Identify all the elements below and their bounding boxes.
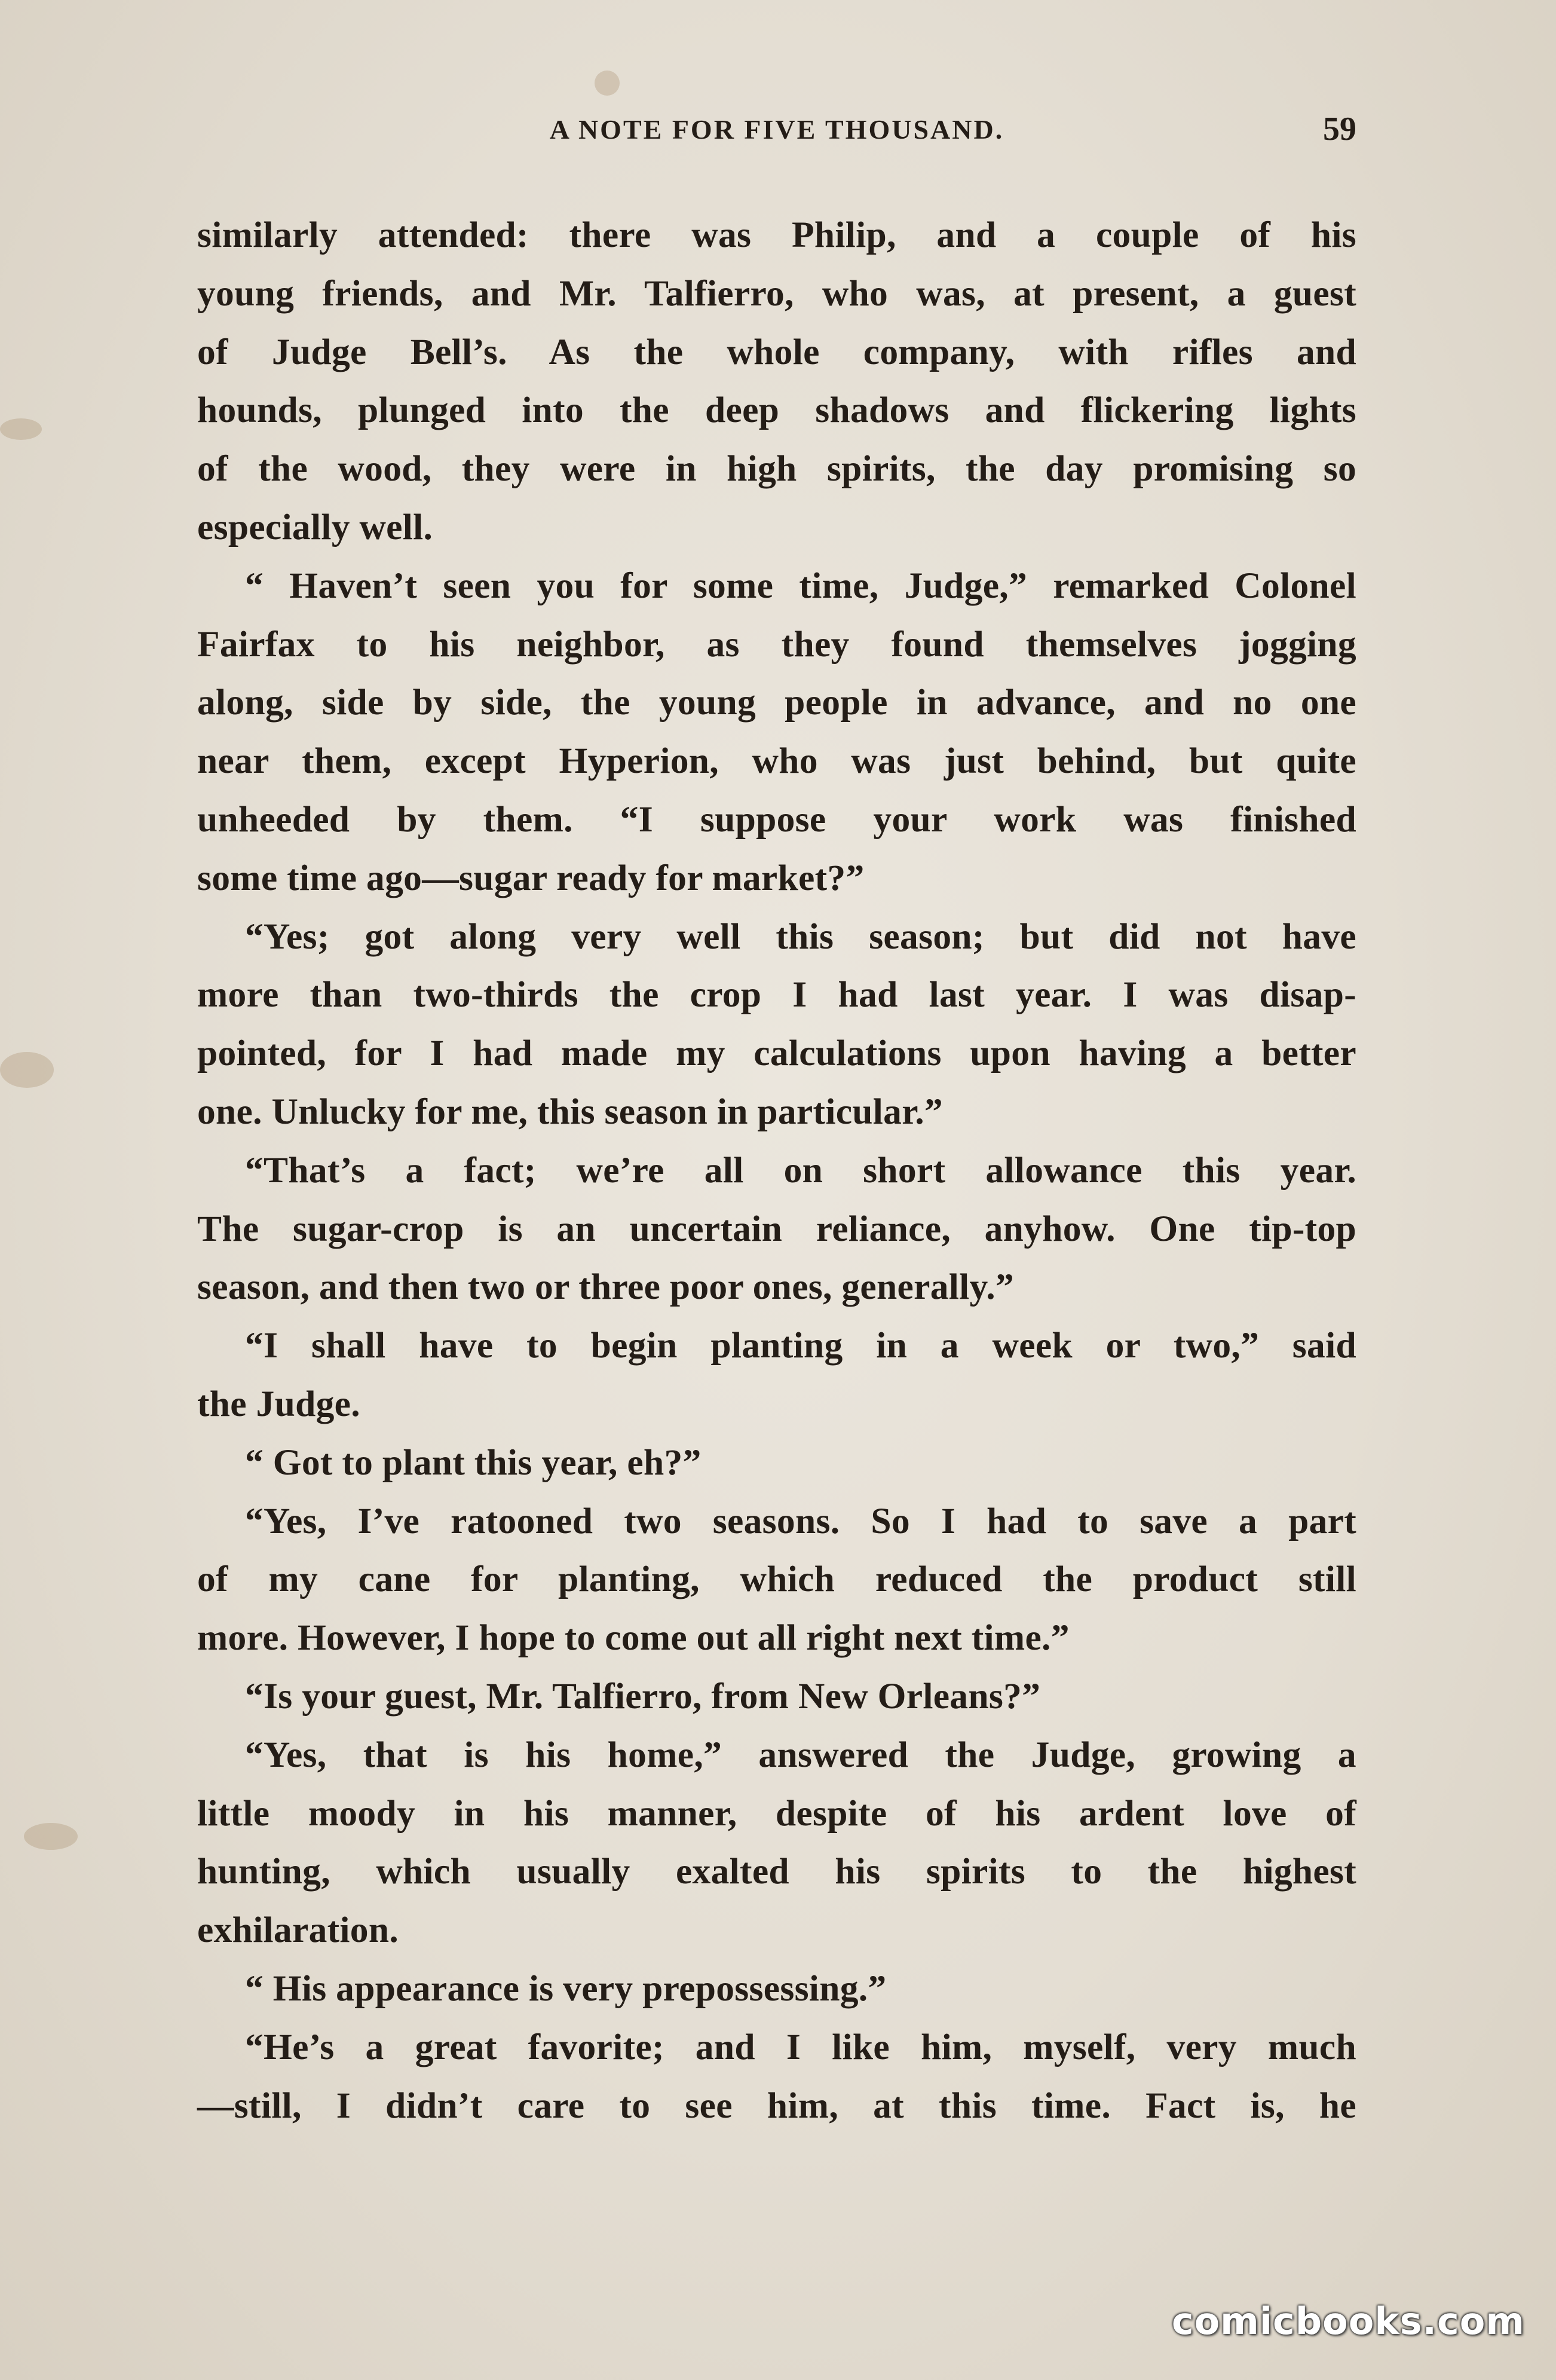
text-line: more than two-thirds the crop I had last year. I was disap-: [197, 974, 1356, 1015]
running-head: [197, 111, 1356, 155]
text-line: “That’s a fact; we’re all on short allowance this year.: [245, 1149, 1356, 1191]
text-line: “He’s a great favorite; and I like him, myself, very much: [245, 2026, 1356, 2067]
text-line: exhilaration.: [197, 1910, 399, 1951]
text-line: especially well.: [197, 506, 433, 547]
text-line: —still, I didn’t care to see him, at this time. Fact is, he: [197, 2085, 1356, 2126]
text-line: “Yes; got along very well this season; but did not have: [245, 916, 1356, 957]
running-title: A NOTE FOR FIVE THOUSAND.: [549, 114, 1004, 145]
paper-stain: [24, 1823, 78, 1850]
text-line: the Judge.: [197, 1383, 360, 1424]
text-line: little moody in his manner, despite of his ardent love of: [197, 1792, 1356, 1834]
text-line: “Yes, I’ve ratooned two seasons. So I had to save a part: [245, 1500, 1356, 1541]
text-line: hounds, plunged into the deep shadows and flickering lights: [197, 390, 1356, 431]
text-line: some time ago—sugar ready for market?”: [197, 857, 865, 898]
text-line: near them, except Hyperion, who was just behind, but quite: [197, 741, 1356, 782]
text-line: season, and then two or three poor ones, generally.”: [197, 1267, 1014, 1308]
text-line: “Is your guest, Mr. Talfierro, from New Orleans?”: [245, 1675, 1041, 1717]
text-line: of the wood, they were in high spirits, the day promising so: [197, 448, 1356, 490]
body-text: [197, 206, 1356, 2135]
text-line: unheeded by them. “I suppose your work was finished: [197, 799, 1356, 840]
text-line: pointed, for I had made my calculations upon having a better: [197, 1033, 1356, 1074]
text-line: “ His appearance is very prepossessing.”: [245, 1968, 887, 2009]
paper-stain: [0, 418, 42, 440]
text-line: young friends, and Mr. Talfierro, who was, at present, a guest: [197, 273, 1356, 314]
text-line: “Yes, that is his home,” answered the Judge, growing a: [245, 1734, 1356, 1775]
text-line: Fairfax to his neighbor, as they found themselves jogging: [197, 623, 1356, 665]
text-line: “ Got to plant this year, eh?”: [245, 1442, 702, 1483]
text-line: hunting, which usually exalted his spirits to the highest: [197, 1851, 1356, 1892]
paper-stain: [595, 71, 620, 96]
text-line: The sugar-crop is an uncertain reliance, anyhow. One tip-top: [197, 1208, 1356, 1249]
text-line: more. However, I hope to come out all right next time.”: [197, 1617, 1070, 1659]
text-line: “ Haven’t seen you for some time, Judge,” remarked Colonel: [245, 565, 1356, 606]
text-line: one. Unlucky for me, this season in particular.”: [197, 1091, 943, 1132]
text-line: similarly attended: there was Philip, and a couple of his: [197, 215, 1356, 255]
text-line: of my cane for planting, which reduced the product still: [197, 1559, 1356, 1600]
text-line: “I shall have to begin planting in a week or two,” said: [245, 1325, 1356, 1366]
paper-stain: [0, 1052, 54, 1088]
text-line: of Judge Bell’s. As the whole company, with rifles and: [197, 331, 1356, 372]
watermark: comicbooks.com: [1171, 2299, 1525, 2343]
page-number: 59: [1323, 111, 1356, 148]
text-line: along, side by side, the young people in advance, and no one: [197, 682, 1356, 723]
